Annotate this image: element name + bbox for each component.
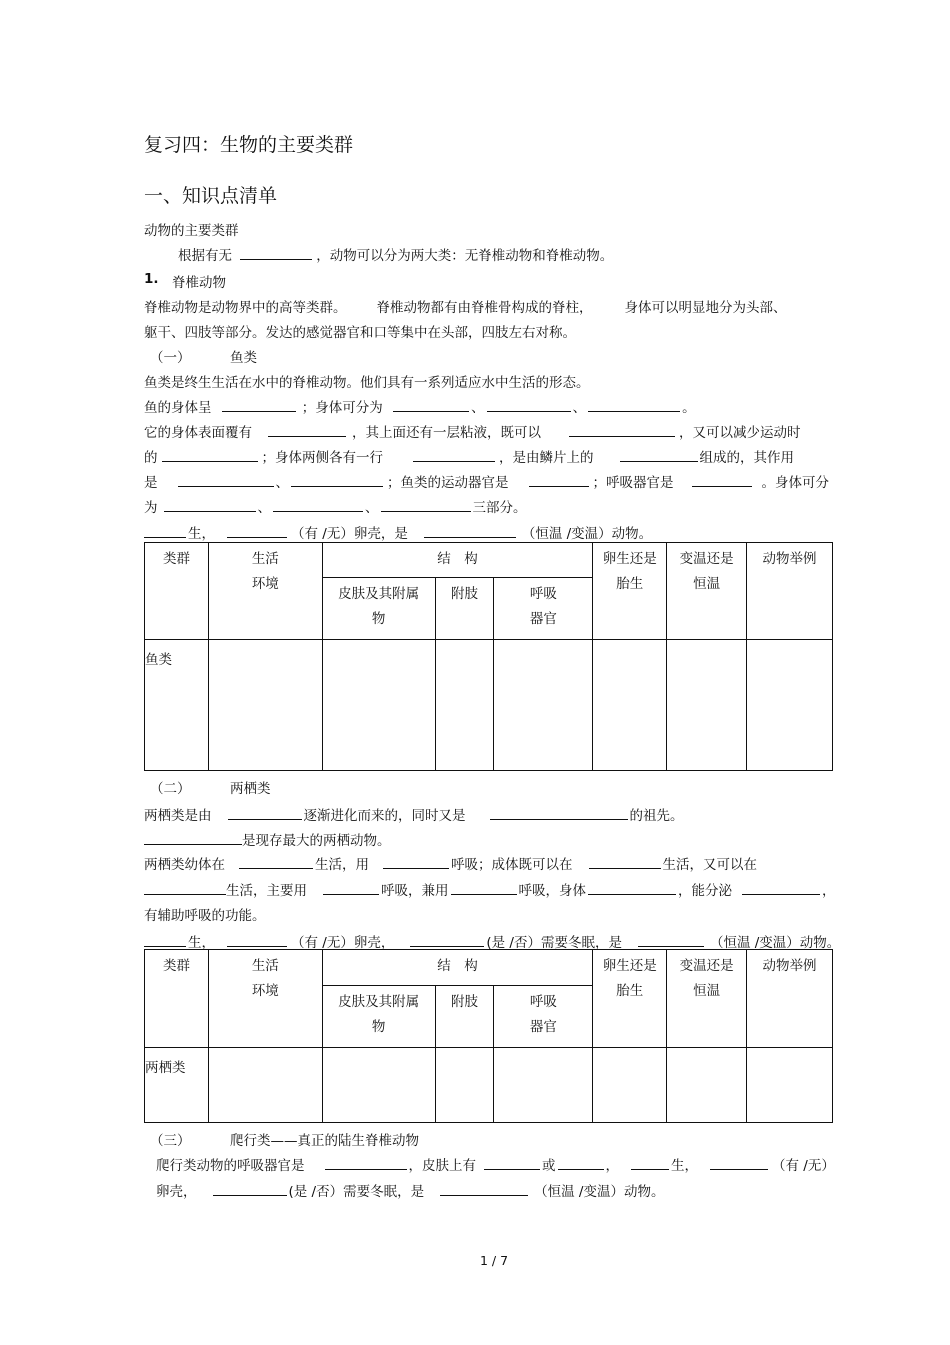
amphibian-line: 两栖类幼体在 生活，用 呼吸；成体既可以在 生活，又可以在	[144, 853, 757, 873]
blank-field[interactable]	[631, 1155, 669, 1170]
amphibian-line: 是现存最大的两栖动物。	[144, 829, 391, 849]
table-cell[interactable]	[747, 1048, 833, 1123]
page-title: 复习四：生物的主要类群	[144, 134, 354, 156]
fish-heading: 鱼类	[230, 350, 257, 366]
table-cell[interactable]	[435, 1048, 494, 1123]
table-cell[interactable]	[667, 1048, 747, 1123]
table-cell[interactable]	[435, 640, 494, 771]
header-habitat: 生活 环境	[208, 543, 322, 640]
reptile-heading-number: （三）	[150, 1133, 191, 1149]
row-label-amphibian: 两栖类	[145, 1048, 209, 1123]
reptile-line: 卵壳， (是 /否）需要冬眠，是 （恒温 /变温）动物。	[156, 1180, 664, 1200]
table-cell[interactable]	[593, 640, 667, 771]
blank-field[interactable]	[213, 1181, 287, 1196]
header-limbs: 附肢	[435, 986, 494, 1048]
blank-field[interactable]	[440, 1181, 528, 1196]
header-habitat: 生活 环境	[208, 950, 322, 1048]
blank-field[interactable]	[222, 397, 296, 412]
fish-line: 它的身体表面覆有 ，其上面还有一层粘液，既可以 ，又可以减少运动时	[144, 421, 801, 441]
amphibian-heading: 两栖类	[230, 781, 271, 797]
blank-field[interactable]	[487, 397, 571, 412]
blank-field[interactable]	[227, 932, 287, 947]
vertebrate-heading: 脊椎动物	[172, 275, 226, 291]
table-cell[interactable]	[667, 640, 747, 771]
blank-field[interactable]	[484, 1155, 540, 1170]
blank-field[interactable]	[240, 245, 312, 260]
blank-field[interactable]	[178, 472, 274, 487]
blank-field[interactable]	[638, 932, 704, 947]
vertebrate-paragraph: 脊椎动物是动物界中的高等类群。 脊椎动物都有由脊椎骨构成的脊柱， 身体可以明显地分为头部、	[144, 300, 787, 316]
header-respiratory: 呼吸 器官	[494, 986, 593, 1048]
table-cell[interactable]	[593, 1048, 667, 1123]
blank-field[interactable]	[620, 447, 698, 462]
amphibian-heading-number: （二）	[150, 781, 191, 797]
fish-line: 鱼的身体呈 ；身体可分为 、 、 。	[144, 396, 696, 416]
blank-field[interactable]	[381, 497, 471, 512]
blank-field[interactable]	[424, 523, 516, 538]
amphibian-line: 两栖类是由 逐渐进化而来的，同时又是 的祖先。	[144, 804, 684, 824]
fish-line: 是 、 ；鱼类的运动器官是 ；呼吸器官是 。身体可分	[144, 471, 829, 491]
header-respiratory: 呼吸 器官	[494, 578, 593, 640]
blank-field[interactable]	[490, 805, 628, 820]
blank-field[interactable]	[144, 880, 226, 895]
topic-heading: 动物的主要类群	[144, 223, 239, 239]
header-egg: 卵生还是 胎生	[593, 543, 667, 640]
blank-field[interactable]	[589, 854, 661, 869]
blank-field[interactable]	[323, 880, 379, 895]
blank-field[interactable]	[144, 523, 186, 538]
header-examples: 动物举例	[747, 950, 833, 1048]
amphibian-line: 有辅助呼吸的功能。	[144, 908, 266, 924]
row-label-fish: 鱼类	[145, 640, 209, 771]
header-structure: 结 构	[322, 543, 593, 578]
header-examples: 动物举例	[747, 543, 833, 640]
fish-line: 的 ；身体两侧各有一行 ，是由鳞片上的 组成的，其作用	[144, 446, 794, 466]
page-number: 1 / 7	[480, 1253, 509, 1268]
table-cell[interactable]	[208, 640, 322, 771]
blank-field[interactable]	[164, 497, 256, 512]
blank-field[interactable]	[393, 397, 469, 412]
fish-heading-number: （一）	[150, 350, 191, 366]
blank-field[interactable]	[325, 1155, 407, 1170]
vertebrate-paragraph: 躯干、四肢等部分。发达的感觉器官和口等集中在头部，四肢左右对称。	[144, 325, 576, 341]
blank-field[interactable]	[239, 854, 313, 869]
header-egg: 卵生还是 胎生	[593, 950, 667, 1048]
blank-field[interactable]	[742, 880, 820, 895]
header-structure: 结 构	[322, 950, 593, 986]
header-limbs: 附肢	[435, 578, 494, 640]
blank-field[interactable]	[291, 472, 383, 487]
blank-field[interactable]	[227, 523, 287, 538]
blank-field[interactable]	[413, 447, 495, 462]
table-cell[interactable]	[208, 1048, 322, 1123]
blank-field[interactable]	[273, 497, 363, 512]
amphibian-table	[144, 949, 833, 1123]
blank-field[interactable]	[144, 830, 242, 845]
blank-field[interactable]	[410, 932, 484, 947]
table-cell[interactable]	[322, 640, 435, 771]
blank-field[interactable]	[162, 447, 258, 462]
intro-line: 根据有无 ，动物可以分为两大类：无脊椎动物和脊椎动物。	[178, 244, 613, 264]
blank-field[interactable]	[228, 805, 302, 820]
header-temperature: 变温还是 恒温	[667, 543, 747, 640]
blank-field[interactable]	[569, 422, 675, 437]
blank-field[interactable]	[558, 1155, 604, 1170]
reptile-line: 爬行类动物的呼吸器官是 ，皮肤上有 或 ， 生， （有 /无）	[156, 1154, 835, 1174]
reptile-heading: 爬行类——真正的陆生脊椎动物	[230, 1133, 419, 1149]
table-cell[interactable]	[747, 640, 833, 771]
blank-field[interactable]	[451, 880, 517, 895]
section-heading: 一、知识点清单	[144, 185, 278, 207]
blank-field[interactable]	[529, 472, 589, 487]
blank-field[interactable]	[588, 880, 676, 895]
blank-field[interactable]	[268, 422, 346, 437]
table-cell[interactable]	[494, 1048, 593, 1123]
header-skin: 皮肤及其附属 物	[322, 986, 435, 1048]
amphibian-line: 生活，主要用 呼吸，兼用 呼吸，身体 ，能分泌 ，	[144, 879, 836, 899]
blank-field[interactable]	[710, 1155, 768, 1170]
header-group: 类群	[145, 950, 209, 1048]
header-skin: 皮肤及其附属 物	[322, 578, 435, 640]
header-group: 类群	[145, 543, 209, 640]
blank-field[interactable]	[383, 854, 449, 869]
fish-table	[144, 542, 833, 771]
fish-paragraph: 鱼类是终生生活在水中的脊椎动物。他们具有一系列适应水中生活的形态。	[144, 375, 590, 391]
fish-line: 生， （有 /无）卵壳，是 （恒温 /变温）动物。	[144, 522, 652, 542]
amphibian-line: 生， （有 /无）卵壳， (是 /否）需要冬眠，是 （恒温 /变温）动物。	[144, 931, 840, 951]
fish-line: 为 、 、 三部分。	[144, 496, 527, 516]
blank-field[interactable]	[692, 472, 752, 487]
table-cell[interactable]	[494, 640, 593, 771]
table-cell[interactable]	[322, 1048, 435, 1123]
blank-field[interactable]	[144, 932, 186, 947]
heading-number: 1.	[144, 271, 159, 287]
header-temperature: 变温还是 恒温	[667, 950, 747, 1048]
blank-field[interactable]	[588, 397, 680, 412]
